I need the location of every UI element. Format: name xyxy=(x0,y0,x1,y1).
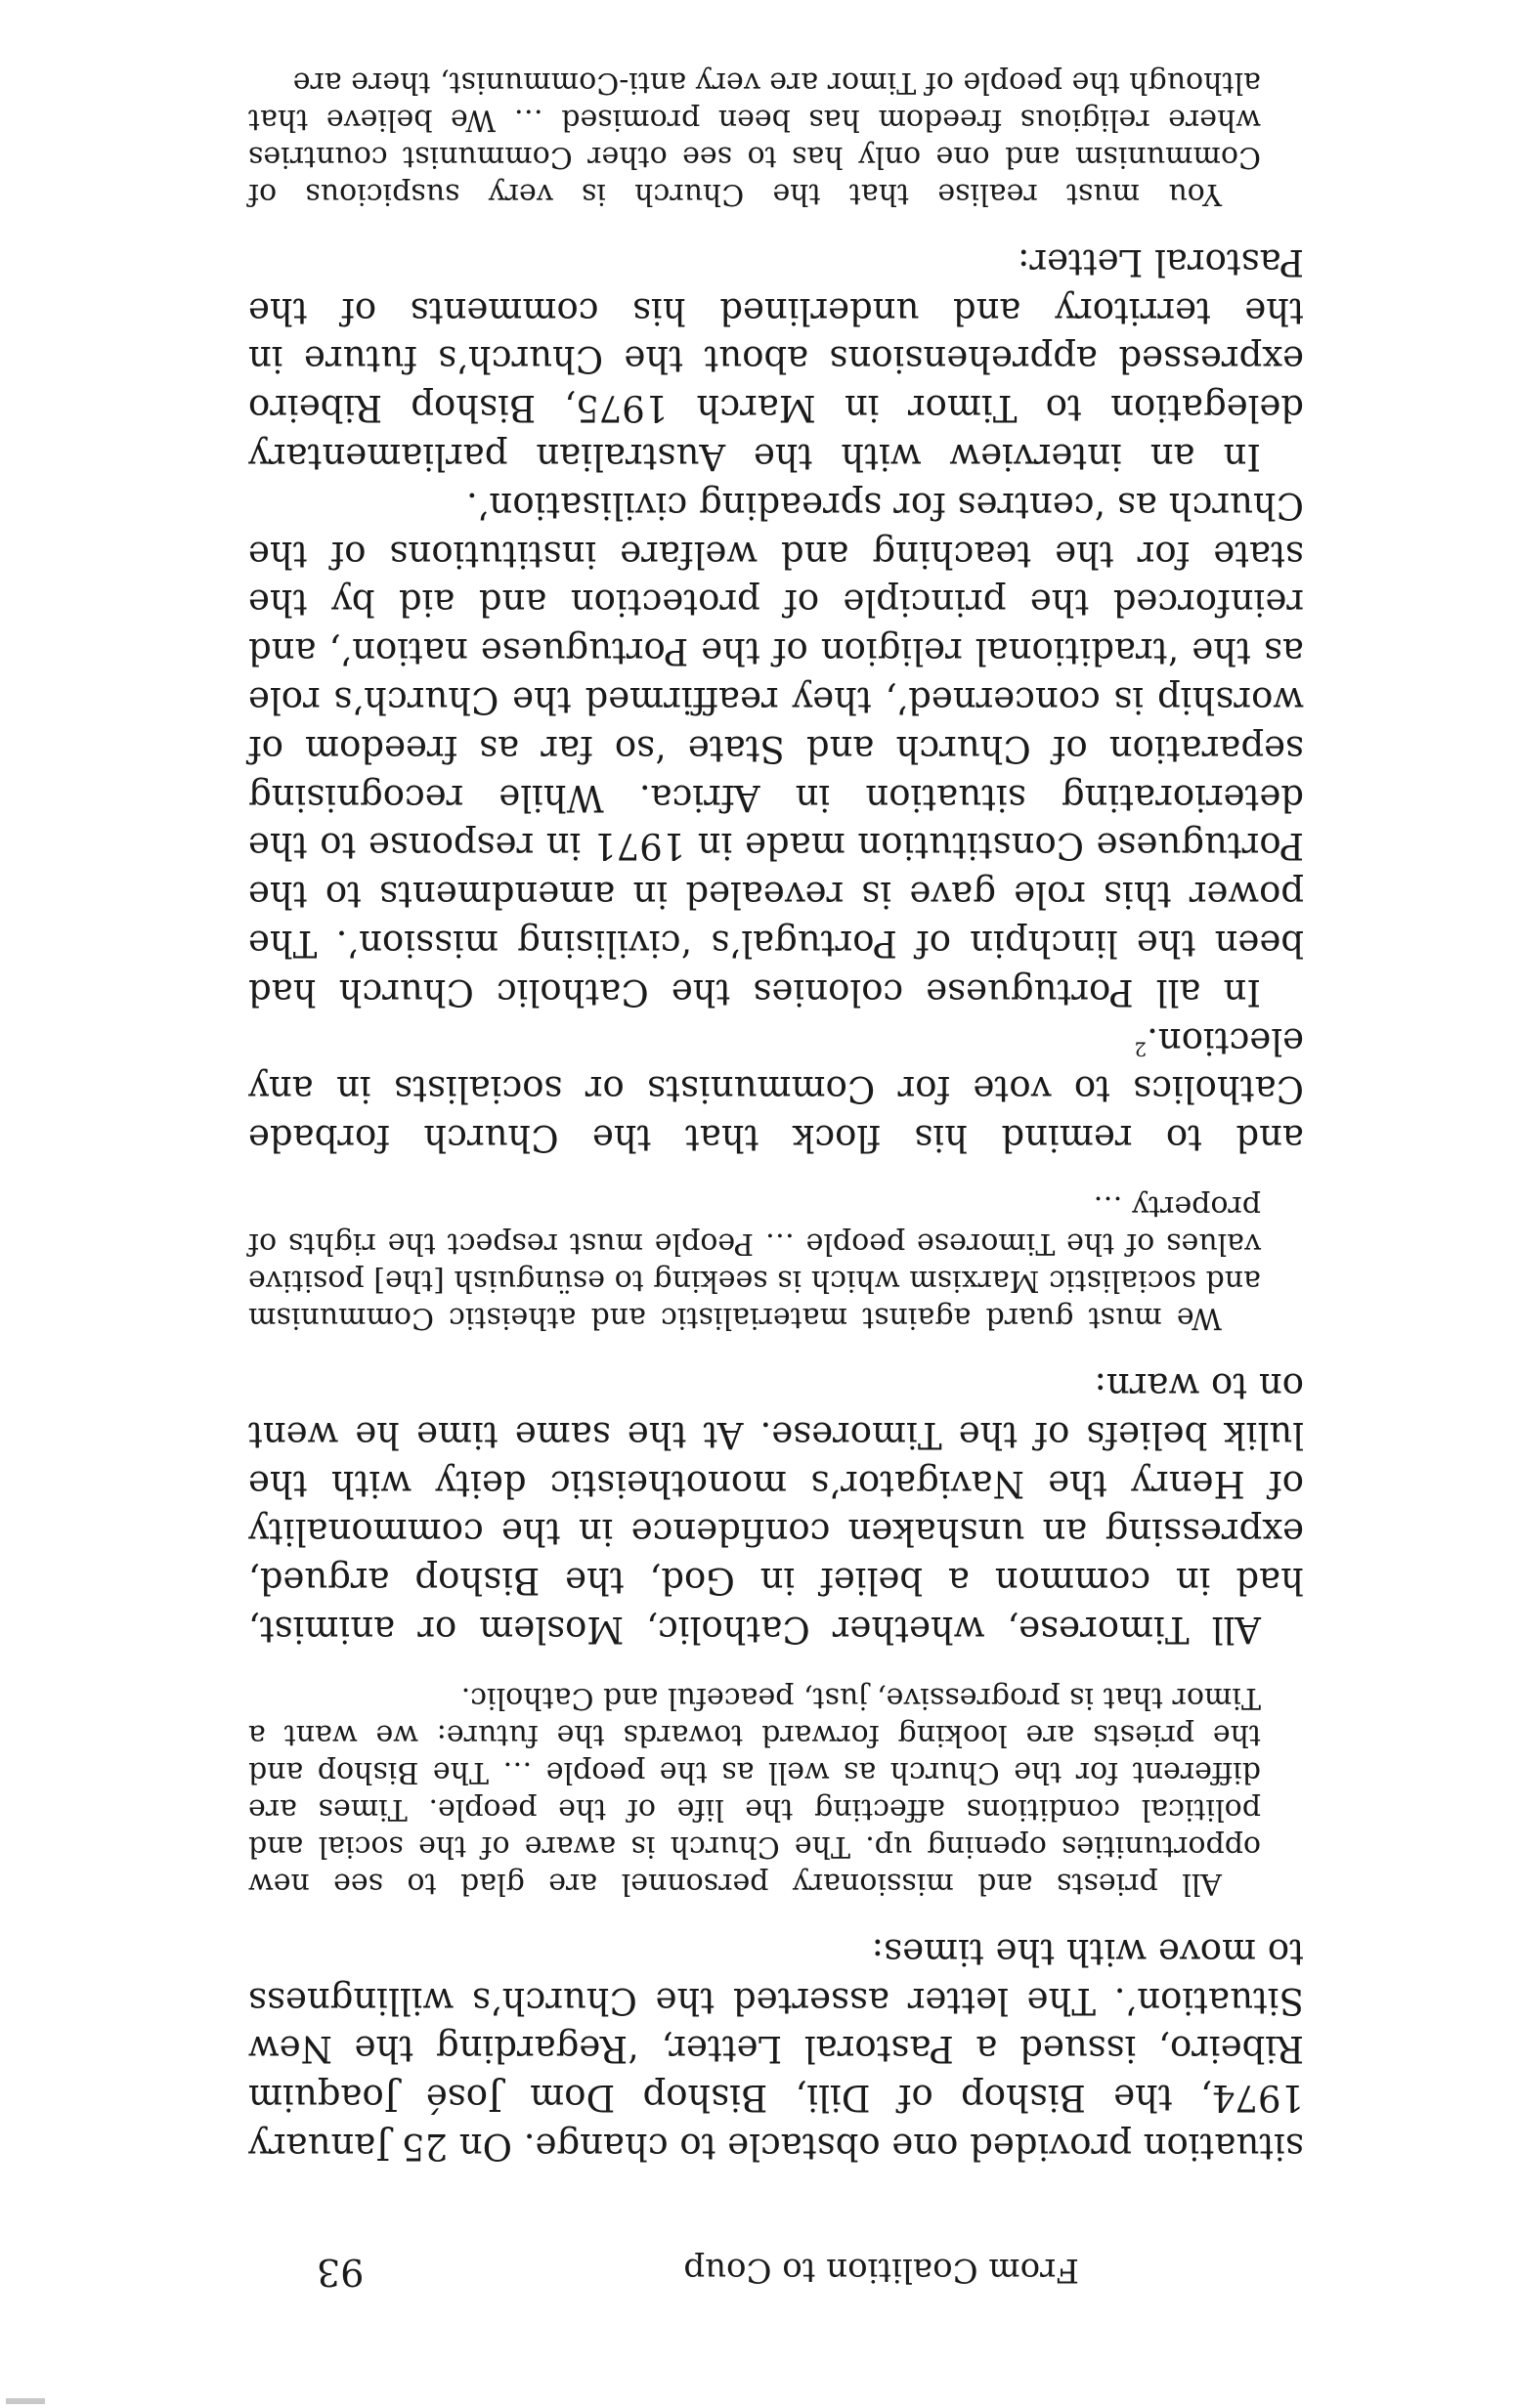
block-quote: We must guard against materialistic and atheistic Communism and socialistic Marxism which is seeking to esünguish [the] positive values of the Timorese people … People must respect the rights of property … xyxy=(248,1189,1261,1336)
block-quote: All priests and missionary personnel are glad to see new opportunities opening up. The Church is aware of the social and political conditions affecting the life of the people. Times are different for the Church as well as the people … The Bishop and the priests are looking forward towards the future: we want a Timor that is progressive, just, peaceful and Catholic. xyxy=(248,1681,1261,1902)
text-block xyxy=(248,38,1304,2296)
body-paragraph: In an interview with the Australian parliamentary delegation to Timor in March 1975, Bishop Ribeiro expressed apprehensions about the Church’s future in the territory and underlined his comments of the Pastoral Letter: xyxy=(248,240,1304,479)
running-title: From Coalition to Coup xyxy=(683,2251,1079,2290)
body-paragraph: situation provided one obstacle to change. On 25 January 1974, the Bishop of Dili, Bishop Dom José Joaquim Ribeiro, issued a Pastoral Letter, ‘Regarding the New Situation’. The letter asserted the Church’s willingness to move with the times: xyxy=(248,1930,1304,2168)
body-paragraph: and to remind his flock that the Church forbade Catholics to vote for Communists or socialists in any election.$^2$ xyxy=(248,1019,1304,1160)
footnote-reference: 2 xyxy=(1134,1036,1148,1060)
running-head xyxy=(248,2237,1304,2296)
body-paragraph: In all Portuguese colonies the Catholic Church had been the linchpin of Portugal’s ‘civilising mission’. The power this role gave is revealed in amendments to the Portuguese Constitution made in 1971 in response to the deteriorating situation in Africa. While recognising separation of Church and State ‘so far as freedom of worship is concerned’, they reaffirmed the Church’s role as the ‘traditional religion of the Portuguese nation’, and reinforced the principle of protection and aid by the state for the teaching and welfare institutions of the Church as ‘centres for spreading civilisation’. xyxy=(248,484,1304,1013)
page-number: 93 xyxy=(317,2251,365,2294)
body-paragraph: All Timorese, whether Catholic, Moslem or animist, had in common a belief in God, the Bishop argued, expressing an unshaken confidence in the commonality of Henry the Navigator’s monotheistic deity with the lulik beliefs of the Timorese. At the same time he went on to warn: xyxy=(248,1365,1304,1652)
block-quote: You must realise that the Church is very suspicious of Communism and one only has to see other Communist countries where religious freedom has been promised … We believe that although the people of Timor are very anti-Communist, there are xyxy=(248,65,1261,212)
scan-edge-mark xyxy=(6,2398,45,2404)
